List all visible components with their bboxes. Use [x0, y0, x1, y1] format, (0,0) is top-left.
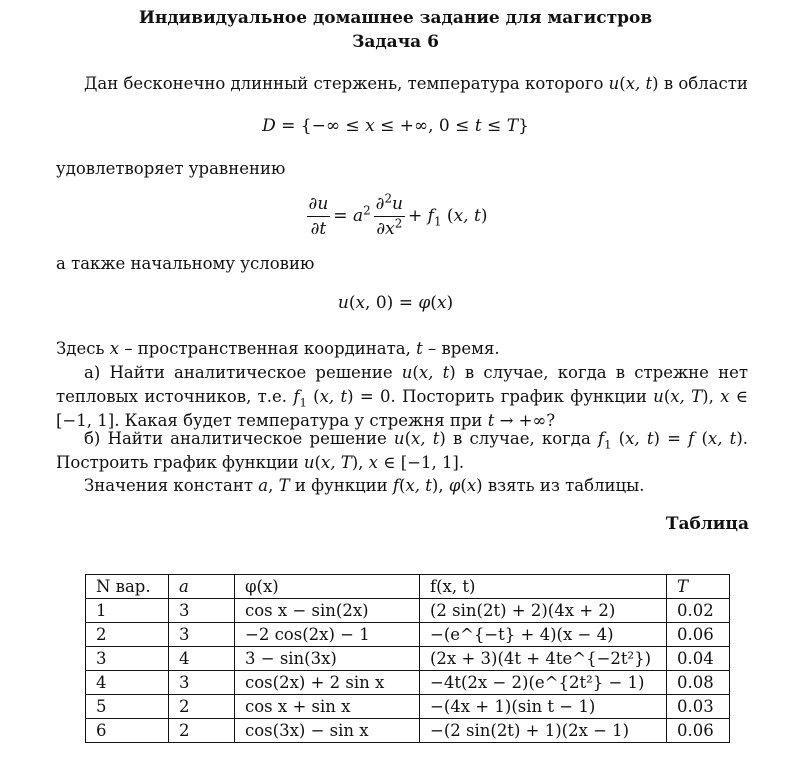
initial-condition: u(x, 0) = φ(x): [337, 293, 454, 313]
cell-variant: 1: [86, 599, 169, 623]
cell-phi: −2 cos(2x) − 1: [235, 623, 420, 647]
cell-variant: 5: [86, 695, 169, 719]
equation-intro: удовлетворяет уравнению: [56, 159, 286, 178]
cell-a: 3: [169, 599, 235, 623]
table-row: [86, 623, 730, 647]
intro-paragraph: Дан бесконечно длинный стержень, температура которого u(x, t) в области: [84, 74, 748, 93]
cell-variant: 2: [86, 623, 169, 647]
cell-T: 0.08: [667, 671, 730, 695]
cell-a: 4: [169, 647, 235, 671]
table-caption: Таблица: [665, 514, 749, 534]
cell-f: −(2 sin(2t) + 1)(2x − 1): [420, 719, 667, 743]
cell-f: −4t(2x − 2)(e^{2t²} − 1): [420, 671, 667, 695]
header-T: T: [667, 575, 730, 599]
cell-a: 2: [169, 719, 235, 743]
cell-T: 0.02: [667, 599, 730, 623]
table-header-row: [86, 575, 730, 599]
cell-phi: cos(3x) − sin x: [235, 719, 420, 743]
cell-f: −(e^{−t} + 4)(x − 4): [420, 623, 667, 647]
cell-T: 0.06: [667, 623, 730, 647]
heat-equation: $\frac{\partial u}{\partial t}$ = $a^2$ $\frac{\partial^2u}{\partial x^2}$ + $f_1$ (x, t): [308, 191, 488, 239]
variants-table: [85, 574, 730, 743]
cell-a: 2: [169, 695, 235, 719]
task-title: Задача 6: [352, 32, 439, 52]
table-row: [86, 671, 730, 695]
cell-variant: 4: [86, 671, 169, 695]
cell-T: 0.03: [667, 695, 730, 719]
definitions-paragraph: Здесь x – пространственная координата, t – время.: [56, 339, 500, 358]
cell-phi: cos x + sin x: [235, 695, 420, 719]
header-f: f(x, t): [420, 575, 667, 599]
constants-paragraph: Значения констант a, T и функции f(x, t), φ(x) взять из таблицы.: [84, 476, 645, 495]
part-b-paragraph: б) Найти аналитическое решение u(x, t) в случае, когда $f_1$ (x, t) = f (x, t). Построить график функции u(x, T), x ∈ [−1, 1].: [56, 429, 748, 472]
domain-equation: D = {−∞ ≤ x ≤ +∞, 0 ≤ t ≤ T}: [262, 116, 529, 136]
cell-variant: 6: [86, 719, 169, 743]
cell-f: −(4x + 1)(sin t − 1): [420, 695, 667, 719]
table-row: [86, 647, 730, 671]
header-variant: N вар.: [86, 575, 169, 599]
table-row: [86, 719, 730, 743]
initial-condition-intro: а также начальному условию: [56, 254, 315, 273]
table-row: [86, 599, 730, 623]
document-title: Индивидуальное домашнее задание для магистров: [138, 8, 653, 28]
cell-variant: 3: [86, 647, 169, 671]
part-a-paragraph: а) Найти аналитическое решение u(x, t) в случае, когда в стрежне нет тепловых источников, т.е. $f_1$ (x, t) = 0. Посторить график функции u(x, T), x ∈ [−1, 1]. Какая будет температура у стрежня при t → +∞?: [56, 363, 749, 430]
header-a: a: [169, 575, 235, 599]
table-row: [86, 695, 730, 719]
cell-phi: cos(2x) + 2 sin x: [235, 671, 420, 695]
cell-T: 0.04: [667, 647, 730, 671]
cell-a: 3: [169, 671, 235, 695]
header-phi: φ(x): [235, 575, 420, 599]
cell-a: 3: [169, 623, 235, 647]
cell-phi: 3 − sin(3x): [235, 647, 420, 671]
cell-f: (2x + 3)(4t + 4te^{−2t²}): [420, 647, 667, 671]
cell-T: 0.06: [667, 719, 730, 743]
cell-phi: cos x − sin(2x): [235, 599, 420, 623]
cell-f: (2 sin(2t) + 2)(4x + 2): [420, 599, 667, 623]
